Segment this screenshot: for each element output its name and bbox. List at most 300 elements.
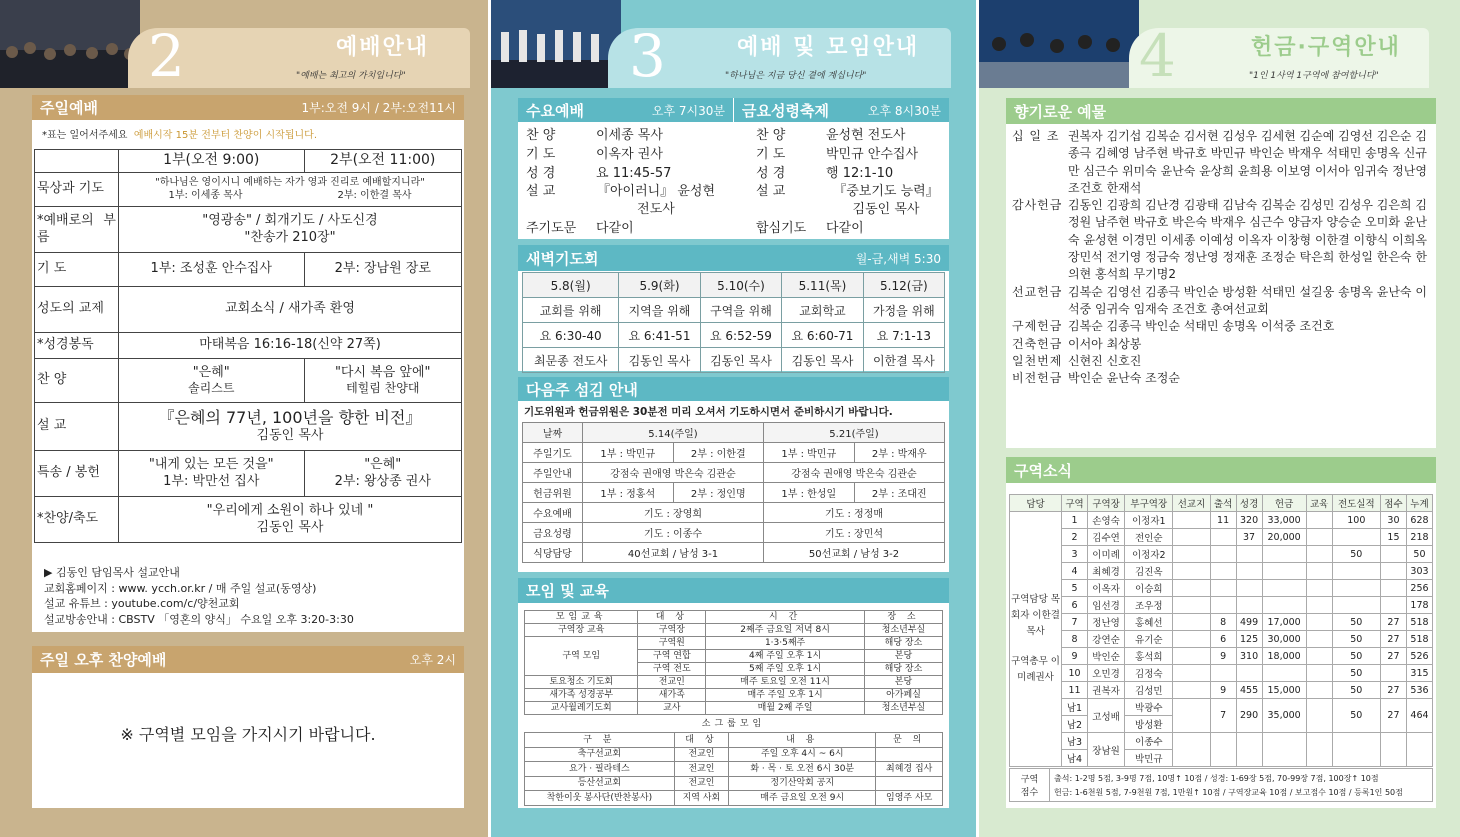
friday-title: 금요성령축제	[742, 101, 829, 120]
program-role: 설 교	[756, 184, 786, 199]
small-cell: 전교인	[674, 747, 728, 762]
info-line: ▶ 김동인 담임목사 설교안내	[44, 566, 180, 579]
offering-list	[1012, 128, 1432, 387]
wednesday-header	[518, 98, 733, 122]
district-head-cell: 구역장	[1087, 495, 1124, 512]
district-cell	[1210, 665, 1236, 682]
nextweek-label: 주일안내	[523, 463, 583, 483]
meetings-row	[525, 676, 943, 689]
page-title: 헌금·구역안내	[1251, 35, 1401, 60]
district-cell	[1236, 546, 1262, 563]
meetings-row	[525, 624, 943, 637]
small-head-cell: 내 용	[729, 733, 876, 748]
score-rule: 헌금: 1-6천원 5점, 7-9천원 7점, 1만원↑ 10점 / 구역장교육 10점 / 보고점수 10점 / 등록1인 50점	[1054, 788, 1403, 797]
row-label: *찬양/축도	[35, 497, 119, 543]
dawn-row	[523, 298, 945, 323]
district-cell: 유기순	[1125, 631, 1173, 648]
district-head-cell: 담당	[1010, 495, 1062, 512]
meetings-cell: 전교인	[638, 676, 706, 689]
row-label: 찬 양	[35, 359, 119, 403]
district-cell: 정난영	[1087, 614, 1124, 631]
district-head-cell: 선교지	[1173, 495, 1210, 512]
hymn-second: "다시 복음 앞에"	[334, 364, 431, 380]
page-title: 예배안내	[336, 35, 430, 60]
district-header	[1006, 457, 1436, 483]
hymn-first: "은혜"	[192, 364, 230, 380]
offering-title: 향기로운 예물	[1014, 102, 1107, 121]
dawn-cell: 지역을 위해	[619, 298, 700, 323]
meetings-cell: 새가족 성경공부	[525, 689, 638, 702]
program-row	[756, 126, 946, 145]
nextweek-cell: 2부 : 조대진	[854, 483, 945, 503]
special-first-by: 1부: 박만선 집사	[163, 473, 260, 489]
district-cell: 11	[1062, 682, 1088, 699]
district-cell	[1173, 546, 1210, 563]
page-number: 4	[1139, 22, 1176, 90]
district-cell	[1380, 733, 1406, 767]
small-group-title: 소그룹모임	[701, 719, 766, 729]
district-cell: 320	[1236, 512, 1262, 529]
program-person: 행 12:1-10	[826, 166, 894, 181]
panel-meetings	[491, 0, 976, 837]
district-head-cell: 성경	[1236, 495, 1262, 512]
district-cell: 홍혜선	[1125, 614, 1173, 631]
district-cell: 전인순	[1125, 529, 1173, 546]
afternoon-time: 오후 2시	[409, 653, 456, 667]
district-cell: 6	[1210, 631, 1236, 648]
program-role: 설 교	[526, 184, 556, 199]
district-cell	[1380, 546, 1406, 563]
meetings-cell: 구역 전도	[638, 663, 706, 676]
district-row	[1010, 614, 1433, 631]
district-row	[1010, 529, 1433, 546]
district-cell	[1306, 648, 1332, 665]
district-cell: 100	[1332, 512, 1380, 529]
district-cell	[1306, 631, 1332, 648]
small-cell: 주일 오후 4시 ~ 6시	[729, 747, 876, 762]
nextweek-cell: 1부 : 정홍석	[583, 483, 674, 503]
meditation-text: "하나님은 영이시니 예배하는 자가 영과 진리로 예배할지니라"	[155, 177, 425, 188]
offering-type: 십 일 조	[1012, 129, 1060, 143]
district-cell	[1236, 580, 1262, 597]
district-head-cell: 교육	[1306, 495, 1332, 512]
sermon-preacher: 김동인 목사	[256, 428, 324, 444]
nextweek-cell: 기도 : 정정매	[764, 503, 945, 523]
dawn-cell: 김동인 목사	[782, 348, 863, 373]
program-role: 기 도	[756, 147, 786, 162]
district-cell	[1306, 529, 1332, 546]
motto: "하나님은 지금 당신 곁에 계십니다"	[725, 71, 867, 81]
offering-row	[1012, 353, 1432, 370]
district-cell: 남4	[1062, 750, 1088, 767]
broadcast-info: 설교방송안내 : CBSTV 「영혼의 양식」 수요일 오후 3:20-3:30	[44, 612, 354, 626]
dawn-cell: 5.9(화)	[619, 273, 700, 298]
district-cell	[1210, 546, 1236, 563]
nextweek-cell: 기도 : 장영희	[583, 503, 764, 523]
dawn-prayer-card	[518, 245, 949, 371]
score-label: 점수	[1020, 788, 1039, 798]
row-label: *성경봉독	[35, 333, 119, 359]
dawn-header	[518, 245, 949, 271]
district-cell	[1210, 597, 1236, 614]
district-head-cell: 전도실적	[1332, 495, 1380, 512]
small-head-cell: 문 의	[876, 733, 943, 748]
program-row	[756, 219, 946, 238]
nextweek-head-cell: 5.21(주일)	[764, 423, 945, 443]
nextweek-row	[523, 443, 945, 463]
sermon-title: 『은혜의 77년, 100년을 향한 비전』	[158, 408, 422, 428]
row-label: 설 교	[35, 403, 119, 451]
district-row	[1010, 512, 1433, 529]
offering-type: 선교헌금	[1012, 284, 1063, 299]
meetings-cell: 매월 2째 주일	[706, 702, 865, 715]
district-cell: 홍석희	[1125, 648, 1173, 665]
district-cell: 4	[1062, 563, 1088, 580]
district-cell: 5	[1062, 580, 1088, 597]
dawn-cell: 이한결 목사	[863, 348, 944, 373]
district-cell: 50	[1332, 648, 1380, 665]
meetings-cell: 매주 주일 오후 1시	[706, 689, 865, 702]
small-cell: 전교인	[674, 776, 728, 791]
meetings-cell: 5째 주일 오후 1시	[706, 663, 865, 676]
offering-names: 김동인 김광희 김난경 김광태 김남숙 김복순 김성민 김성우 김은희 김정원 남주현 박규호 박은숙 박재우 심근수 양금자 양승순 오미화 윤난숙 윤성현 이경민 이세종 이예성 이옥자 이창형 이한결 이향식 이희옥 장민석 전기영 정금숙 정난영 정재훈 조정순 탁은희 한성일 한은숙 한의현 홍석희 무기명2	[1068, 198, 1427, 282]
afternoon-header	[32, 646, 464, 673]
program-role: 기 도	[526, 147, 556, 162]
pastor-in-charge: 구역담당 목회자 이한결목사	[1011, 594, 1060, 637]
worship-team-photo	[491, 0, 621, 88]
nextweek-cell: 40선교회 / 남성 3-1	[583, 543, 764, 563]
crowd-image	[0, 0, 140, 88]
nextweek-cell: 2부 : 박재우	[854, 443, 945, 463]
district-row	[1010, 665, 1433, 682]
district-head-cell: 출석	[1210, 495, 1236, 512]
panel-worship	[0, 0, 488, 837]
district-cell: 27	[1380, 614, 1406, 631]
small-cell: 착한이웃 봉사단(반찬봉사)	[525, 791, 675, 806]
meetings-cell: 해당 장소	[865, 637, 943, 650]
homepage-link[interactable]: 교회홈페이지 : www. ycch.or.kr / 매 주일 설교(동영상)	[44, 581, 317, 595]
district-cell: 남1	[1062, 699, 1088, 716]
offering-names: 이서아 최상봉	[1068, 336, 1142, 351]
worship-team-image	[491, 0, 621, 88]
district-cell	[1236, 665, 1262, 682]
small-head-cell: 대 상	[674, 733, 728, 748]
district-row	[1010, 631, 1433, 648]
sermon-info	[44, 565, 354, 627]
dawn-row	[523, 323, 945, 348]
meetings-cell: 아가페실	[865, 689, 943, 702]
program-person: 윤성현 전도사	[826, 128, 906, 143]
district-cell: 35,000	[1262, 699, 1306, 733]
nextweek-label: 금요성령	[523, 523, 583, 543]
meetings-cell: 구역 연합	[638, 650, 706, 663]
district-cell: 최혜경	[1087, 563, 1124, 580]
nextweek-head-cell: 날짜	[523, 423, 583, 443]
offering-type: 일천번제	[1012, 353, 1063, 368]
panel-offering	[979, 0, 1460, 837]
district-cell: 27	[1380, 699, 1406, 733]
district-cell	[1262, 597, 1306, 614]
district-cell: 17,000	[1262, 614, 1306, 631]
district-cell	[1306, 563, 1332, 580]
district-cell	[1262, 580, 1306, 597]
district-cell: 김진옥	[1125, 563, 1173, 580]
motto: "예배는 최고의 가치입니다"	[296, 71, 406, 81]
district-cell	[1332, 733, 1380, 767]
dawn-cell: 교회학교	[782, 298, 863, 323]
district-cell: 김수연	[1087, 529, 1124, 546]
small-row	[525, 762, 943, 777]
district-cell: 526	[1406, 648, 1432, 665]
score-legend	[1009, 768, 1433, 802]
district-secretary: 구역총무 이미례권사	[1011, 656, 1060, 683]
district-cell: 499	[1236, 614, 1262, 631]
nextweek-row	[523, 523, 945, 543]
first-service-col: 1부(오전 9:00)	[119, 150, 305, 173]
dawn-cell: 김동인 목사	[619, 348, 700, 373]
district-cell	[1306, 699, 1332, 733]
program-row	[526, 183, 731, 219]
district-title: 구역소식	[1014, 461, 1072, 480]
program-role: 주기도문	[526, 221, 577, 236]
district-cell	[1306, 580, 1332, 597]
district-row	[1010, 546, 1433, 563]
meditation-second: 2부: 이한결 목사	[337, 189, 412, 201]
meetings-cell: 청소년부실	[865, 624, 943, 637]
meetings-head-cell: 대 상	[638, 611, 706, 624]
district-cell: 이정자1	[1125, 512, 1173, 529]
page-number: 2	[148, 22, 185, 90]
nextweek-cell: 1부 : 박민규	[764, 443, 855, 463]
district-cell	[1380, 563, 1406, 580]
district-cell	[1306, 546, 1332, 563]
offering-names: 박인순 윤난숙 조정순	[1068, 371, 1180, 386]
district-cell: 33,000	[1262, 512, 1306, 529]
district-cell: 강연순	[1087, 631, 1124, 648]
motto: "1인 1사역 1구역에 참여합니다"	[1249, 71, 1379, 81]
district-row	[1010, 597, 1433, 614]
dawn-cell: 요 6:52-59	[700, 323, 781, 348]
score-label: 구역	[1020, 775, 1039, 785]
second-service-col: 2부(오전 11:00)	[304, 150, 462, 173]
nextweek-label: 주일기도	[523, 443, 583, 463]
small-cell: 지역 사회	[674, 791, 728, 806]
nextweek-row	[523, 483, 945, 503]
district-cell: 이미례	[1087, 546, 1124, 563]
offering-names: 김복순 김영선 김종극 박인순 방성환 석태민 설길웅 송명옥 윤난숙 이석중 임귀숙 임재숙 조건호 총여선교회	[1068, 284, 1427, 316]
district-cell	[1306, 597, 1332, 614]
program-row	[526, 164, 731, 183]
district-cell	[1306, 682, 1332, 699]
meetings-table	[524, 610, 943, 715]
nextweek-label: 헌금위원	[523, 483, 583, 503]
meetings-cell: 교사	[638, 702, 706, 715]
nextweek-cell: 50선교회 / 남성 3-2	[764, 543, 945, 563]
dawn-cell: 가정을 위해	[863, 298, 944, 323]
small-cell: 등산선교회	[525, 776, 675, 791]
district-cell: 518	[1406, 614, 1432, 631]
dawn-cell: 5.12(금)	[863, 273, 944, 298]
district-cell	[1262, 546, 1306, 563]
dance-image	[979, 0, 1139, 88]
small-cell: 임영주 사모	[876, 791, 943, 806]
district-cell: 310	[1236, 648, 1262, 665]
district-cell: 11	[1210, 512, 1236, 529]
nextweek-cell: 2부 : 이한결	[673, 443, 764, 463]
district-cell	[1173, 733, 1210, 767]
page-title: 예배 및 모임안내	[737, 35, 920, 60]
district-cell	[1236, 563, 1262, 580]
district-cell	[1262, 665, 1306, 682]
program-row	[526, 126, 731, 145]
district-cell	[1406, 733, 1432, 767]
district-cell	[1332, 529, 1380, 546]
district-cell: 50	[1332, 614, 1380, 631]
district-cell: 536	[1406, 682, 1432, 699]
district-cell	[1306, 614, 1332, 631]
offering-type: 감사헌금	[1012, 198, 1063, 213]
district-cell: 고성배	[1087, 699, 1124, 733]
district-card	[1006, 457, 1436, 808]
district-notice: ※ 구역별 모임을 가지시기 바랍니다.	[120, 725, 376, 744]
nextweek-head-row	[523, 423, 945, 443]
small-cell	[876, 776, 943, 791]
meetings-cell: 구역 모임	[525, 637, 638, 676]
small-cell: 화 · 목 · 토 오전 6시 30분	[729, 762, 876, 777]
meetings-header	[518, 578, 949, 603]
meetings-cell: 본당	[865, 676, 943, 689]
blessing-hymn: "우리에게 소원이 하나 있네 "	[206, 503, 374, 519]
meetings-head-cell: 장 소	[865, 611, 943, 624]
dawn-row	[523, 273, 945, 298]
dawn-cell: 5.11(목)	[782, 273, 863, 298]
district-cell: 50	[1332, 682, 1380, 699]
district-cell: 15	[1380, 529, 1406, 546]
afternoon-service-card	[32, 646, 464, 808]
nextweek-cell: 1부 : 박민규	[583, 443, 674, 463]
district-cell: 10	[1062, 665, 1088, 682]
district-cell	[1210, 580, 1236, 597]
district-head-cell: 부구역장	[1125, 495, 1173, 512]
district-cell: 임선경	[1087, 597, 1124, 614]
district-cell	[1173, 665, 1210, 682]
program-person: 다같이	[826, 221, 864, 236]
district-cell	[1380, 665, 1406, 682]
weekday-services-card	[518, 98, 949, 239]
meetings-cell: 1·3·5째주	[706, 637, 865, 650]
district-cell	[1173, 580, 1210, 597]
district-cell: 125	[1236, 631, 1262, 648]
wednesday-time: 오후 7시30분	[651, 103, 725, 118]
offering-row	[1012, 197, 1432, 283]
district-cell: 7	[1210, 699, 1236, 733]
program-person: 다같이	[596, 221, 634, 236]
district-cell: 30,000	[1262, 631, 1306, 648]
district-cell	[1173, 631, 1210, 648]
friday-header	[734, 98, 949, 122]
small-groups-table	[524, 732, 943, 806]
district-cell: 9	[1210, 682, 1236, 699]
youtube-link[interactable]: 설교 유튜브 : youtube.com/c/양천교회	[44, 597, 240, 610]
score-rule: 출석: 1-2명 5점, 3-9명 7점, 10명↑ 10점 / 성경: 1-69장 5점, 70-99장 7점, 100장↑ 10점	[1054, 774, 1379, 783]
district-cell	[1173, 512, 1210, 529]
dawn-cell: 요 6:60-71	[782, 323, 863, 348]
prayer-second: 2부: 장남원 장로	[304, 253, 462, 287]
district-cell	[1236, 597, 1262, 614]
meetings-cell: 매주 토요일 오전 11시	[706, 676, 865, 689]
meetings-cell: 구역장 교육	[525, 624, 638, 637]
district-cell	[1173, 648, 1210, 665]
dawn-prayer-table	[522, 272, 945, 373]
offering-names: 권복자 김기섭 김복순 김서현 김성우 김세현 김순예 김영선 김은순 김종극 김혜영 남주현 박규호 박민규 박인순 박재우 석태민 송명옥 신규만 심근수 위미숙 윤난숙 윤상희 윤희용 이보영 이서아 임귀숙 정난영 조건호 한재석	[1068, 129, 1427, 195]
program-row	[526, 219, 731, 238]
district-cell: 조우정	[1125, 597, 1173, 614]
district-cell: 권복자	[1087, 682, 1124, 699]
district-cell	[1236, 733, 1262, 767]
district-cell	[1380, 580, 1406, 597]
district-cell: 50	[1406, 546, 1432, 563]
district-cell: 박민규	[1125, 750, 1173, 767]
program-row	[756, 183, 946, 219]
district-table	[1009, 494, 1433, 767]
offering-row	[1012, 318, 1432, 335]
small-row	[525, 747, 943, 762]
offering-type: 건축헌금	[1012, 336, 1063, 351]
dawn-time: 월-금,새벽 5:30	[855, 251, 941, 266]
district-cell: 김정숙	[1125, 665, 1173, 682]
meditation-first: 1부: 이세종 목사	[168, 189, 243, 201]
small-cell: 정기산악회 공지	[729, 776, 876, 791]
meetings-head-cell: 모임교육	[525, 611, 638, 624]
meetings-row	[525, 702, 943, 715]
sunday-title: 주일예배	[40, 99, 98, 117]
district-cell: 303	[1406, 563, 1432, 580]
special-second: "은혜"	[364, 457, 402, 473]
offering-row	[1012, 284, 1432, 319]
program-person: 『아이러니』 윤성현 전도사	[596, 184, 716, 217]
dawn-cell: 구역을 위해	[700, 298, 781, 323]
standing-note: *표는 일어서주세요	[42, 130, 128, 141]
district-cell	[1210, 733, 1236, 767]
special-first: "내게 있는 모든 것을"	[148, 457, 274, 473]
row-label: *예배로의 부름	[35, 207, 119, 253]
sunday-header	[32, 95, 464, 120]
nextweek-row	[523, 463, 945, 483]
program-person: 박민규 안수집사	[826, 147, 919, 162]
offering-type: 비전헌금	[1012, 371, 1063, 386]
nextweek-notice: 기도위원과 헌금위원은 30분전 미리 오셔서 기도하시면서 준비하시기 바랍니다.	[524, 406, 893, 418]
sunday-service-card	[32, 95, 464, 632]
row-label: 특송 / 봉헌	[35, 451, 119, 497]
district-cell: 이종수	[1125, 733, 1173, 750]
meetings-cell: 본당	[865, 650, 943, 663]
nextweek-cell: 강점숙 권애영 박은숙 김관순	[583, 463, 764, 483]
next-week-card	[518, 377, 949, 572]
meetings-cell: 토요청소 기도회	[525, 676, 638, 689]
nextweek-cell: 강점숙 권애영 박은숙 김관순	[764, 463, 945, 483]
district-head-cell: 점수	[1380, 495, 1406, 512]
district-head-cell: 구역	[1062, 495, 1088, 512]
dawn-cell: 5.10(수)	[700, 273, 781, 298]
district-cell: 9	[1062, 648, 1088, 665]
district-cell: 장남원	[1087, 733, 1124, 767]
district-cell: 9	[1210, 648, 1236, 665]
meetings-cell: 구역장	[638, 624, 706, 637]
district-head-cell: 누계	[1406, 495, 1432, 512]
program-role: 성 경	[526, 166, 556, 181]
call-text: "영광송" / 회개기도 / 사도신경	[202, 213, 378, 229]
district-cell	[1173, 563, 1210, 580]
